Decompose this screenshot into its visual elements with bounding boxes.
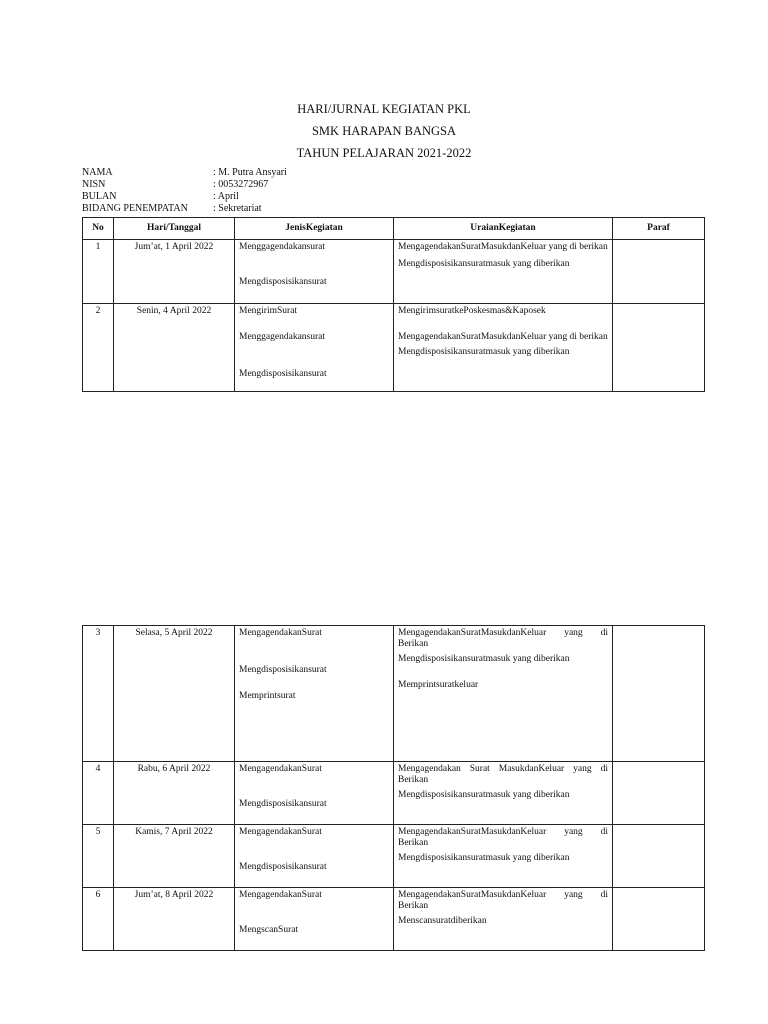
header-no: No [83,218,114,240]
row-paraf [613,825,705,888]
info-label: NISN [82,179,106,190]
uraian-item: MengirimsuratkePoskesmas&Kaposek [398,306,546,316]
row-jenis [235,762,394,825]
uraian-item: MengagendakanSuratMasukdanKeluar yang di Berikan [398,827,608,848]
uraian-item: MengagendakanSuratMasukdanKeluar yang di Berikan [398,890,608,911]
title-line-2: SMK HARAPAN BANGSA [311,124,457,138]
row-no: 5 [83,825,114,888]
jenis-item: Memprintsurat [239,691,296,701]
row-jenis [235,240,394,304]
info-row-bulan [82,191,287,203]
info-label: BIDANG PENEMPATAN [82,203,188,214]
row-no: 2 [83,304,114,392]
row-uraian [394,825,613,888]
header-jenis: JenisKegiatan [235,218,394,240]
table-row [83,240,705,304]
table-row [83,762,705,825]
jenis-item: Mengdisposisikansurat [239,799,327,809]
table-row [83,888,705,951]
jenis-item: MengirimSurat [239,306,298,316]
jenis-item: MengagendakanSurat [239,827,322,837]
info-value: : April [213,191,239,202]
row-paraf [613,304,705,392]
row-paraf [613,626,705,762]
row-paraf [613,240,705,304]
jenis-item: Menggagendakansurat [239,242,325,252]
row-date: Senin, 4 April 2022 [114,304,235,392]
row-no: 6 [83,888,114,951]
uraian-item: Mengdisposisikansuratmasuk yang diberikan [398,259,570,269]
uraian-item: MengagendakanSuratMasukdanKeluar yang di berikan [398,332,608,342]
info-value: : 0053272967 [213,179,269,190]
jenis-item: MengagendakanSurat [239,628,322,638]
jenis-item: Mengdisposisikansurat [239,277,327,287]
info-row-nisn [82,179,287,191]
row-no: 4 [83,762,114,825]
row-uraian [394,626,613,762]
uraian-item: MengagendakanSuratMasukdanKeluar yang di Berikan [398,628,608,649]
row-date: Kamis, 7 April 2022 [114,825,235,888]
info-value: : Sekretariat [213,203,262,214]
row-uraian [394,304,613,392]
uraian-item: Mengagendakan Surat MasukdanKeluar yang di Berikan [398,764,608,785]
row-date: Rabu, 6 April 2022 [114,762,235,825]
jenis-item: MengagendakanSurat [239,764,322,774]
table-row [83,626,705,762]
uraian-item: Menscansuratdiberikan [398,916,487,926]
info-row-nama [82,167,287,179]
row-paraf [613,762,705,825]
info-value: : M. Putra Ansyari [213,167,287,178]
row-no: 3 [83,626,114,762]
journal-table-page-1 [82,217,705,392]
uraian-item: Mengdisposisikansuratmasuk yang diberikan [398,654,570,664]
row-jenis [235,304,394,392]
row-jenis [235,626,394,762]
uraian-item: MengagendakanSuratMasukdanKeluar yang di berikan [398,242,608,252]
row-date: Selasa, 5 April 2022 [114,626,235,762]
row-uraian [394,762,613,825]
jenis-item: Mengdisposisikansurat [239,862,327,872]
jenis-item: MengscanSurat [239,925,299,935]
journal-table-page-2 [82,625,705,951]
header-paraf: Paraf [613,218,705,240]
uraian-item: Mengdisposisikansuratmasuk yang diberikan [398,347,570,357]
uraian-item: Mengdisposisikansuratmasuk yang diberikan [398,790,570,800]
uraian-item: Mengdisposisikansuratmasuk yang diberikan [398,853,570,863]
info-label: NAMA [82,167,113,178]
header-uraian: UraianKegiatan [394,218,613,240]
uraian-item: Memprintsuratkeluar [398,680,479,690]
table-row [83,825,705,888]
title-line-3: TAHUN PELAJARAN 2021-2022 [296,146,472,160]
student-info [82,167,287,215]
row-uraian [394,888,613,951]
row-jenis [235,888,394,951]
table-row [83,304,705,392]
table-header-row [83,218,705,240]
info-label: BULAN [82,191,117,202]
jenis-item: Menggagendakansurat [239,332,325,342]
jenis-item: Mengdisposisikansurat [239,369,327,379]
jenis-item: MengagendakanSurat [239,890,322,900]
info-row-bidang [82,203,287,215]
title-line-1: HARI/JURNAL KEGIATAN PKL [297,102,471,116]
row-date: Jum’at, 8 April 2022 [114,888,235,951]
jenis-item: Mengdisposisikansurat [239,665,327,675]
row-paraf [613,888,705,951]
row-no: 1 [83,240,114,304]
document-title [0,98,768,164]
row-jenis [235,825,394,888]
row-uraian [394,240,613,304]
header-date: Hari/Tanggal [114,218,235,240]
row-date: Jum’at, 1 April 2022 [114,240,235,304]
